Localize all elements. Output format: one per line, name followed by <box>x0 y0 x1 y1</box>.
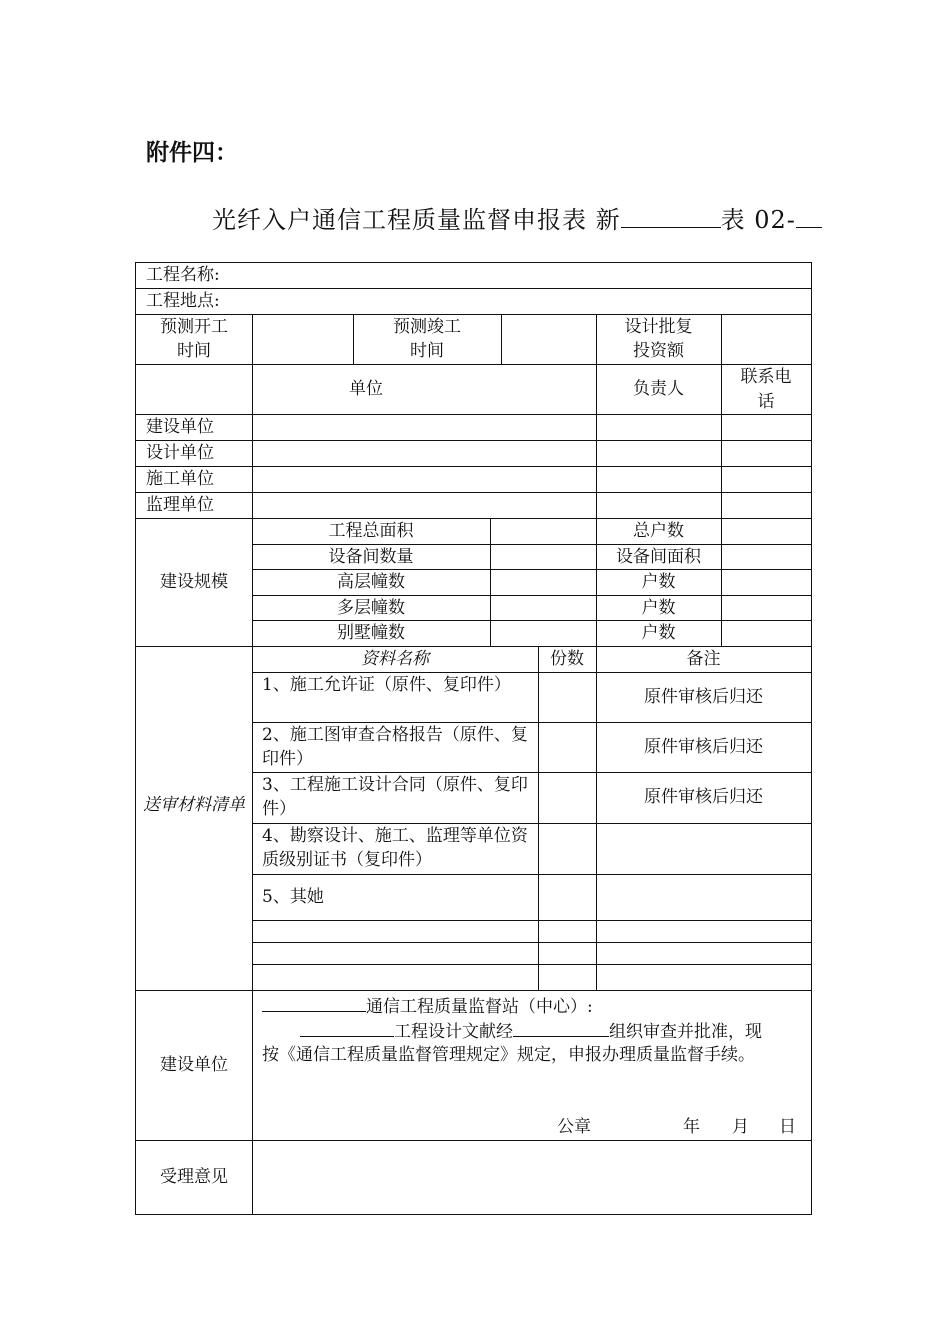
row-line <box>136 288 811 289</box>
row-line <box>252 964 811 965</box>
form-number-blank[interactable] <box>621 205 721 228</box>
organizer-blank[interactable] <box>513 1018 609 1037</box>
phone-header-2: 话 <box>757 392 775 412</box>
form-title <box>212 200 822 235</box>
material-item: 3、工程施工设计合同（原件、复印件） <box>262 775 528 819</box>
col-line <box>490 518 491 646</box>
declare-line-1 <box>262 993 593 1019</box>
day-label: 日 <box>779 1117 796 1137</box>
title-main: 光纤入户通信工程质量监督申报表 新 <box>212 206 621 234</box>
material-item: 4、勘察设计、施工、监理等单位资质级别证书（复印件） <box>262 826 528 870</box>
person-header: 负责人 <box>633 379 684 399</box>
scale-left: 工程总面积 <box>328 521 414 541</box>
declare-label: 建设单位 <box>160 1055 228 1075</box>
material-note: 原件审核后归还 <box>644 787 763 807</box>
scale-left: 高层幢数 <box>337 572 405 592</box>
col-line <box>721 314 722 646</box>
row-line <box>252 874 811 875</box>
row-line <box>136 990 811 991</box>
declare-line-3: 按《通信工程质量监督管理规定》规定，申报办理质量监督手续。 <box>262 1045 755 1065</box>
material-note: 原件审核后归还 <box>644 687 763 707</box>
accept-label: 受理意见 <box>160 1167 228 1187</box>
unit-supervisor: 监理单位 <box>146 495 214 515</box>
scale-left: 设备间数量 <box>328 547 414 567</box>
material-note: 原件审核后归还 <box>644 737 763 757</box>
scale-label: 建设规模 <box>160 572 228 592</box>
accept-opinion-field[interactable] <box>253 1141 811 1213</box>
scale-right: 设备间面积 <box>616 547 701 567</box>
attachment-label: 附件四： <box>146 140 238 166</box>
scale-right: 总户数 <box>633 521 684 541</box>
declare-line-2 <box>300 1018 762 1044</box>
materials-count-header: 份数 <box>550 649 584 669</box>
scale-left: 多层幢数 <box>337 598 405 618</box>
phone-header-1: 联系电 <box>740 367 792 387</box>
station-blank[interactable] <box>262 993 366 1012</box>
investment-label-2: 投资额 <box>633 341 684 361</box>
row-line <box>136 364 811 365</box>
seal-label: 公章 <box>557 1117 591 1137</box>
col-line <box>538 646 539 990</box>
scale-right: 户数 <box>641 623 676 643</box>
row-line <box>252 920 811 921</box>
row-line <box>136 492 811 493</box>
est-finish-label-2: 时间 <box>410 341 444 361</box>
row-line <box>136 440 811 441</box>
scale-right: 户数 <box>641 598 676 618</box>
line2-end: 组织审查并批准，现 <box>609 1022 762 1042</box>
project-blank[interactable] <box>300 1018 394 1037</box>
row-line <box>136 414 811 415</box>
month-label: 月 <box>732 1117 749 1137</box>
investment-label-1: 设计批复 <box>624 317 693 337</box>
col-line <box>252 314 253 1214</box>
scale-right: 户数 <box>641 572 676 592</box>
row-line <box>252 942 811 943</box>
unit-header: 单位 <box>349 379 383 399</box>
project-name-label: 工程名称: <box>146 265 220 285</box>
col-line <box>501 314 502 364</box>
materials-label: 送审材料清单 <box>143 795 245 815</box>
table-number-blank[interactable] <box>796 205 822 228</box>
row-line <box>136 466 811 467</box>
line2-mid: 工程设计文献经 <box>394 1022 513 1042</box>
scale-left: 别墅幢数 <box>337 623 405 643</box>
unit-construction: 建设单位 <box>146 417 214 437</box>
declaration-form <box>135 262 812 1215</box>
est-finish-label-1: 预测竣工 <box>393 317 461 337</box>
est-start-label-2: 时间 <box>177 341 211 361</box>
materials-name-header: 资料名称 <box>361 649 429 669</box>
materials-note-header: 备注 <box>686 649 721 669</box>
material-item: 1、施工允许证（原件、复印件） <box>262 675 511 695</box>
material-item: 5、其她 <box>262 887 324 907</box>
project-location-label: 工程地点: <box>146 291 220 311</box>
unit-design: 设计单位 <box>146 443 214 463</box>
year-label: 年 <box>683 1117 700 1137</box>
est-start-label-1: 预测开工 <box>160 317 228 337</box>
unit-builder: 施工单位 <box>146 469 214 489</box>
title-suffix: 表 02- <box>720 206 796 234</box>
material-item: 2、施工图审查合格报告（原件、复印件） <box>262 725 528 769</box>
station-text: 通信工程质量监督站（中心）: <box>366 997 593 1017</box>
